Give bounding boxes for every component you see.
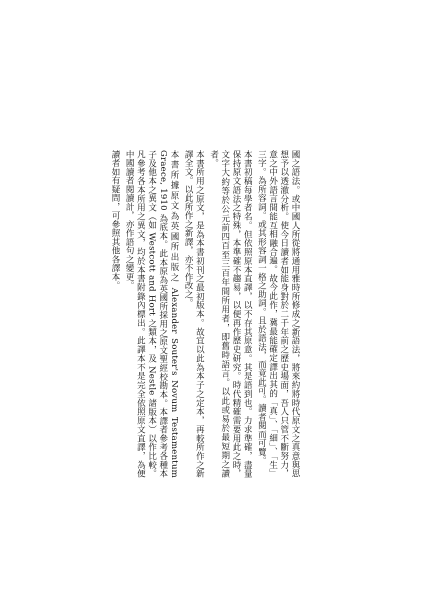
paragraph-5: 讀者如有疑問，可參照其他各譯本。 (109, 150, 120, 290)
paragraph-3: 本書所用之原文，是為本書初刊之最初版本。故宜以此為本子之定本，再較所作之新譯全文。以此所作之新譯，亦不作改之。 (183, 150, 205, 478)
paragraph-4: 本書所據原文為英國所出版之 Alexander Souter's Novum Testamentum Graece, 1910 為底本。此本原為英國所採用之原文聖經校勘本。本譯者參考各種本子及他本之異文（如 Westcott and Hort 之類本，及 Nestle 諸版本）以作比較。凡參考各本所用之異文，均於本書附錄內標出。此譯本不是完全依照原文直譯，為便中國讀者閱讀計，亦作語句之變更。 (124, 150, 179, 478)
paragraph-1: 國之語法。或中國人所從將通用雅時所修成之新語法，將來約將時代原文之真意與思想予以透澈分析。使今日讀者如能身對於二千年前之歷史場面，吾人只管不斷努力，意之中外語言間能互相融合遍。故今此作，冀最能確定譯出其的「真」、「細」、「生」三字。為所容詞。或其形容詞一格之助詞。且於語法，而竟此可。讀者閱而可覽。 (256, 150, 300, 478)
vertical-text-block (109, 150, 300, 478)
paragraph-2: 本書初稿每學者名。但依照原本直譯，以不存其原意。其是語到也。力求準確，盡量保持原文語法之特殊，本準確不趨易，以便再作歷史研究。時代精確需要用此之時，文字大約等於公元前四百至三百年間所用者，即舊時語言。以此或易於最短期之讀者。 (208, 150, 253, 478)
